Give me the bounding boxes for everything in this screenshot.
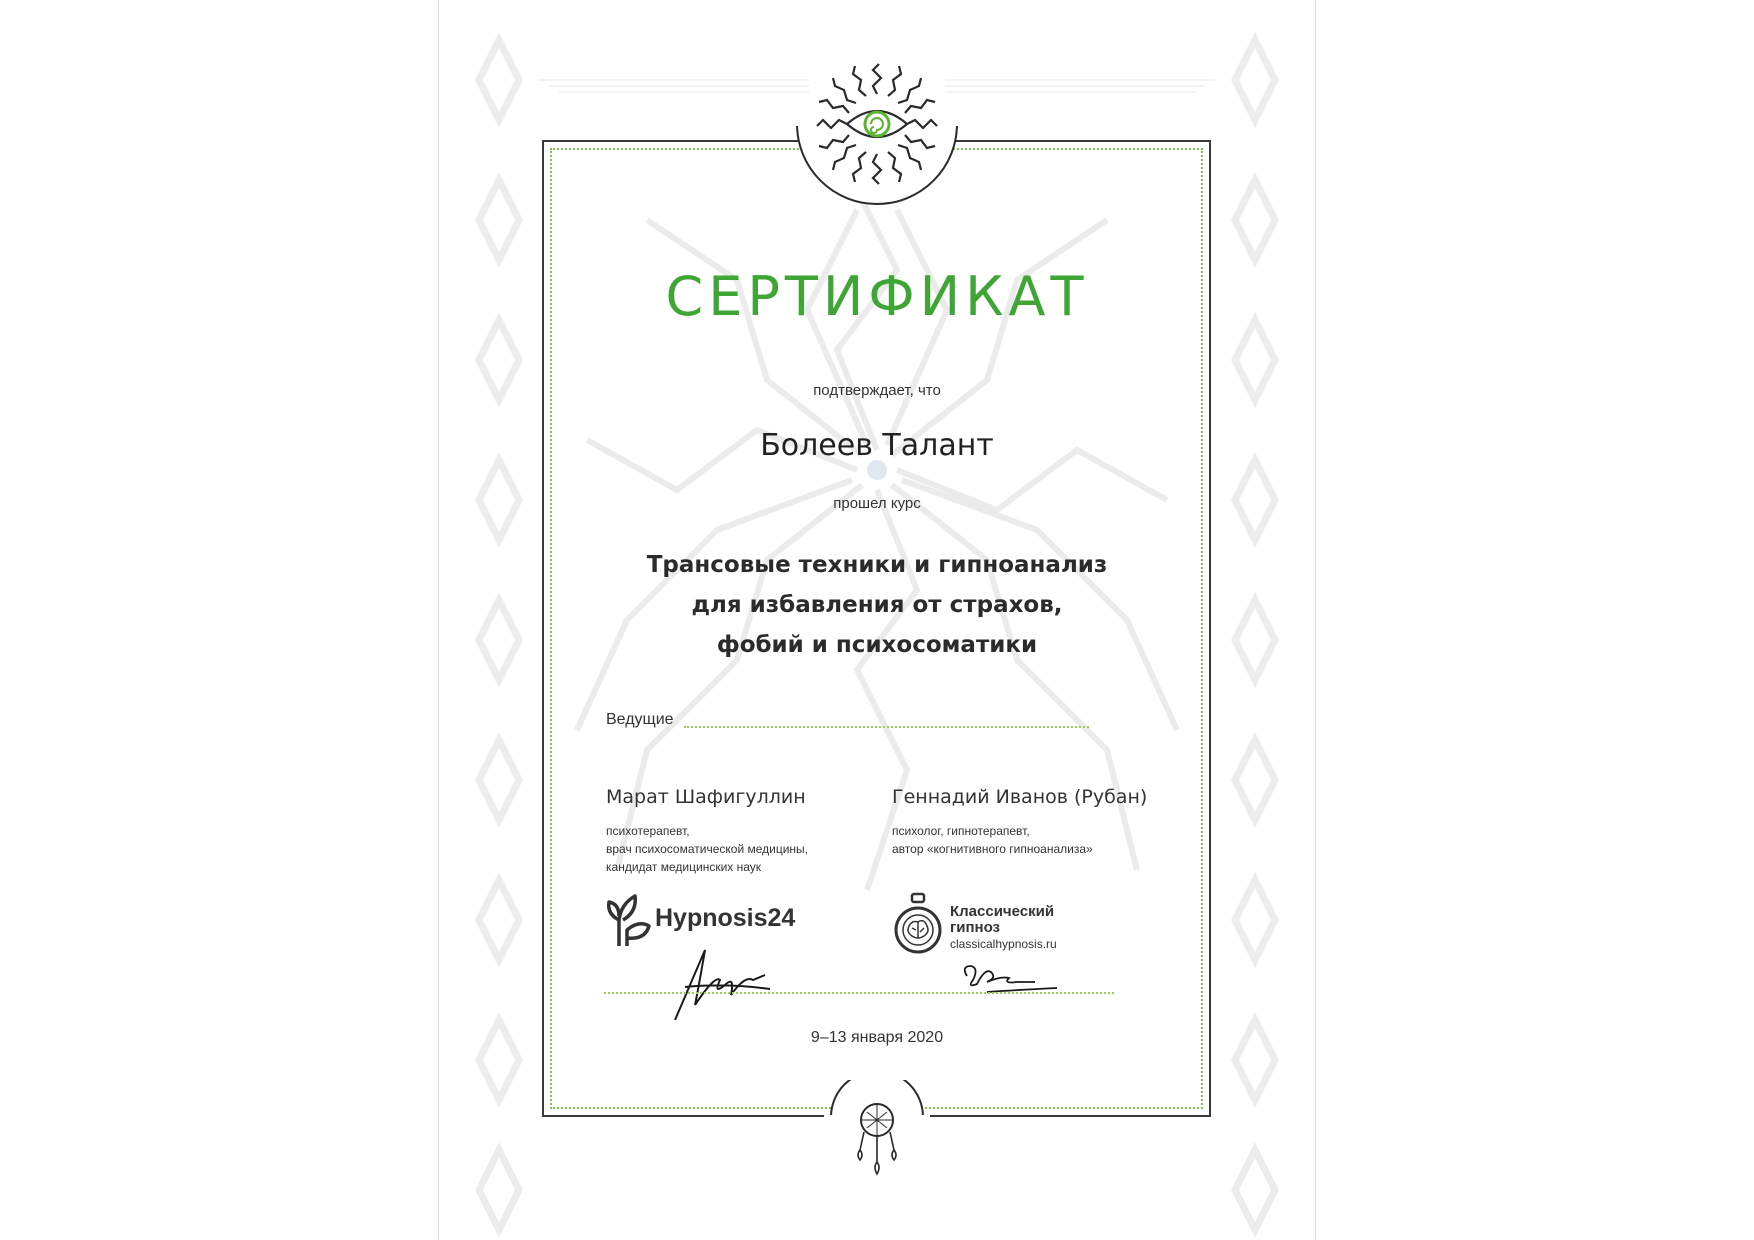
host-desc-line: психолог, гипнотерапевт, [892, 824, 1030, 838]
classical-line-2: гипноз [950, 919, 1001, 936]
certificate-title: СЕРТИФИКАТ [665, 265, 1089, 328]
classical-hypnosis-logo-text [950, 904, 1057, 952]
signature-dotted-line [604, 992, 1114, 994]
pocket-watch-brain-icon [892, 892, 944, 958]
host-desc-line: автор «когнитивного гипноанализа» [892, 842, 1093, 856]
eye-sun-icon [794, 58, 960, 224]
signature-left [665, 945, 775, 1025]
host-description [892, 822, 1147, 858]
course-title [439, 545, 1315, 665]
confirms-text: подтверждает, что [813, 382, 941, 399]
course-title-line: для избавления от страхов, [691, 592, 1063, 618]
host-name: Геннадий Иванов (Рубан) [892, 786, 1148, 808]
certificate-date: 9–13 января 2020 [810, 1029, 944, 1046]
hypnosis24-text: Hypnosis24 [655, 904, 796, 932]
host-name: Марат Шафигуллин [606, 786, 806, 808]
certificate-sheet [438, 0, 1316, 1240]
completed-course-text: прошел курс [833, 495, 921, 512]
host-desc-line: врач психосоматической медицины, [606, 842, 809, 856]
classical-line-1: Классический [950, 903, 1055, 920]
sprout-icon [605, 890, 651, 948]
classical-url: classicalhypnosis.ru [950, 937, 1057, 951]
dreamcatcher-icon [824, 1080, 930, 1180]
host-description [606, 822, 808, 876]
host-left [606, 786, 808, 876]
course-title-line: фобий и психосоматики [716, 632, 1038, 658]
course-title-line: Трансовые техники и гипноанализ [646, 552, 1108, 578]
recipient-name: Болеев Талант [760, 428, 994, 463]
leaders-label: Ведущие [606, 711, 674, 728]
host-right [892, 786, 1147, 858]
leaders-dotted-line [684, 726, 1089, 728]
host-desc-line: психотерапевт, [606, 824, 690, 838]
host-desc-line: кандидат медицинских наук [606, 860, 762, 874]
